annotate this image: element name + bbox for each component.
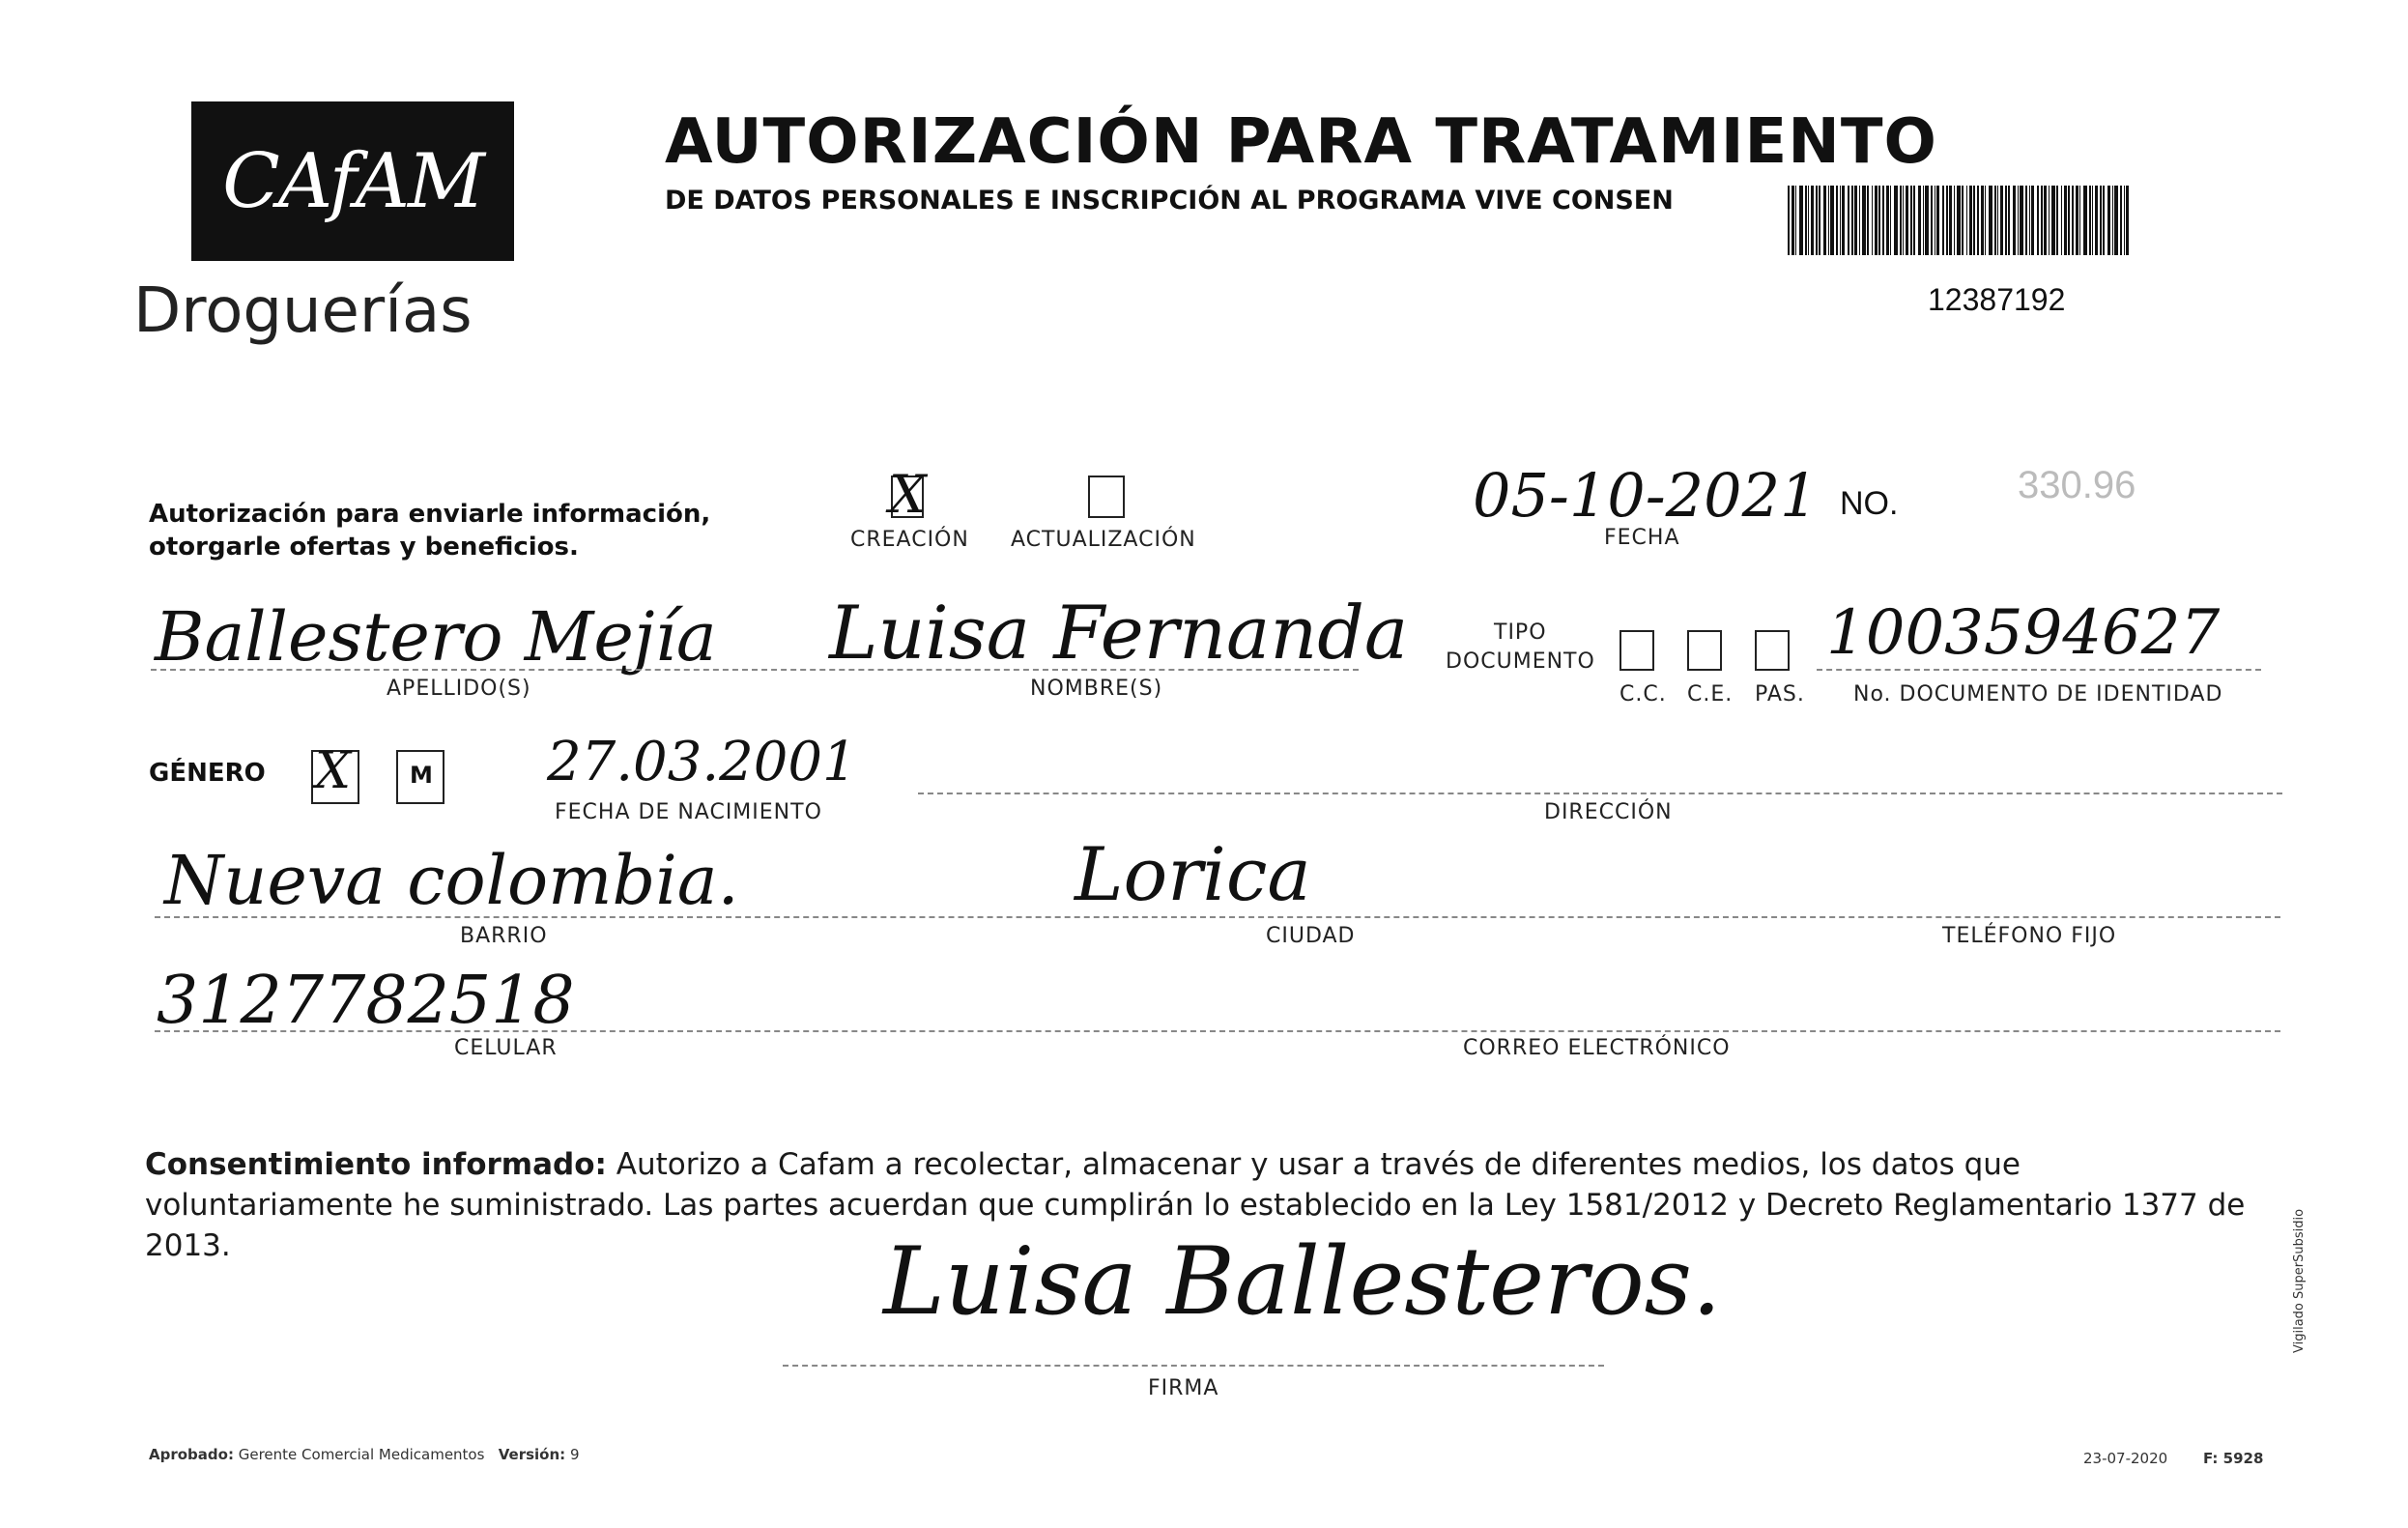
direccion-line	[918, 793, 2282, 794]
nacimiento-label: FECHA DE NACIMIENTO	[555, 800, 822, 824]
cafam-logo: CAfAM	[222, 137, 483, 225]
tipo-doc-label-1: TIPO	[1494, 620, 1547, 645]
ciudad-label: CIUDAD	[1266, 924, 1356, 948]
authorization-heading-1: Autorización para enviarle información,	[149, 500, 711, 529]
authorization-heading-2: otorgarle ofertas y beneficios.	[149, 533, 579, 562]
genero-f-mark: X	[315, 742, 352, 800]
nombres-value: Luisa Fernanda	[829, 590, 1409, 676]
pas-checkbox[interactable]	[1755, 630, 1790, 671]
telefono-label: TELÉFONO FIJO	[1942, 924, 2117, 948]
cc-checkbox[interactable]	[1620, 630, 1654, 671]
genero-m-label: M	[410, 762, 433, 789]
creacion-mark: X	[889, 464, 927, 525]
apellidos-label: APELLIDO(S)	[387, 677, 531, 701]
celular-value: 3127782518	[157, 963, 575, 1039]
barrio-label: BARRIO	[460, 924, 548, 948]
ciudad-value: Lorica	[1075, 831, 1311, 917]
tipo-doc-label-2: DOCUMENTO	[1446, 649, 1595, 674]
signature-label: FIRMA	[1148, 1376, 1219, 1400]
consent-lead: Consentimiento informado:	[145, 1147, 607, 1182]
nombres-label: NOMBRE(S)	[1030, 677, 1163, 701]
barcode-number: 12387192	[1928, 282, 2066, 317]
nacimiento-value: 27.03.2001	[547, 731, 857, 793]
actualizacion-label: ACTUALIZACIÓN	[1011, 528, 1196, 552]
fecha-label: FECHA	[1604, 526, 1680, 550]
footer-form-code: F: 5928	[2203, 1450, 2264, 1467]
no-label: NO.	[1840, 485, 1899, 522]
apellidos-value: Ballestero Mejía	[155, 597, 717, 677]
celular-label: CELULAR	[454, 1036, 558, 1060]
consent-text: Autorizo a Cafam a recolectar, almacenar y usar a través de diferentes medios, los datos que voluntariamente he suministrado. Las partes acuerdan que cumplirán lo establecido en la Ley 1581/2012 y Decreto Reglamentario 1377 de 2013.	[145, 1147, 2246, 1263]
form-title: AUTORIZACIÓN PARA TRATAMIENTO	[665, 106, 1937, 178]
footer-date: 23-07-2020	[2083, 1450, 2168, 1467]
barcode-icon	[1788, 186, 2131, 255]
footer-approval: Aprobado: Gerente Comercial Medicamentos Versión: 9	[149, 1446, 580, 1463]
fecha-value: 05-10-2021	[1473, 460, 1819, 531]
documento-value: 1003594627	[1826, 597, 2221, 669]
correo-label: CORREO ELECTRÓNICO	[1463, 1036, 1731, 1060]
supersubsidio-mark: Vigilado SuperSubsidio	[2292, 1208, 2307, 1353]
form-subtitle: DE DATOS PERSONALES E INSCRIPCIÓN AL PROGRAMA VIVE CONSEN	[665, 186, 1674, 216]
barrio-value: Nueva colombia.	[164, 841, 739, 920]
documento-label: No. DOCUMENTO DE IDENTIDAD	[1853, 682, 2223, 706]
cc-label: C.C.	[1620, 682, 1667, 706]
brand-subtitle: Droguerías	[133, 275, 473, 347]
ce-checkbox[interactable]	[1687, 630, 1722, 671]
celular-line	[155, 1030, 2280, 1032]
pas-label: PAS.	[1755, 682, 1805, 706]
direccion-label: DIRECCIÓN	[1544, 800, 1673, 824]
genero-label: GÉNERO	[149, 759, 266, 788]
creacion-label: CREACIÓN	[850, 528, 969, 552]
documento-line	[1817, 669, 2261, 671]
signature-value: Luisa Ballesteros.	[883, 1227, 1722, 1336]
ce-label: C.E.	[1687, 682, 1734, 706]
no-value: 330.96	[2018, 464, 2136, 506]
signature-line	[783, 1365, 1604, 1367]
actualizacion-checkbox[interactable]	[1088, 476, 1125, 518]
